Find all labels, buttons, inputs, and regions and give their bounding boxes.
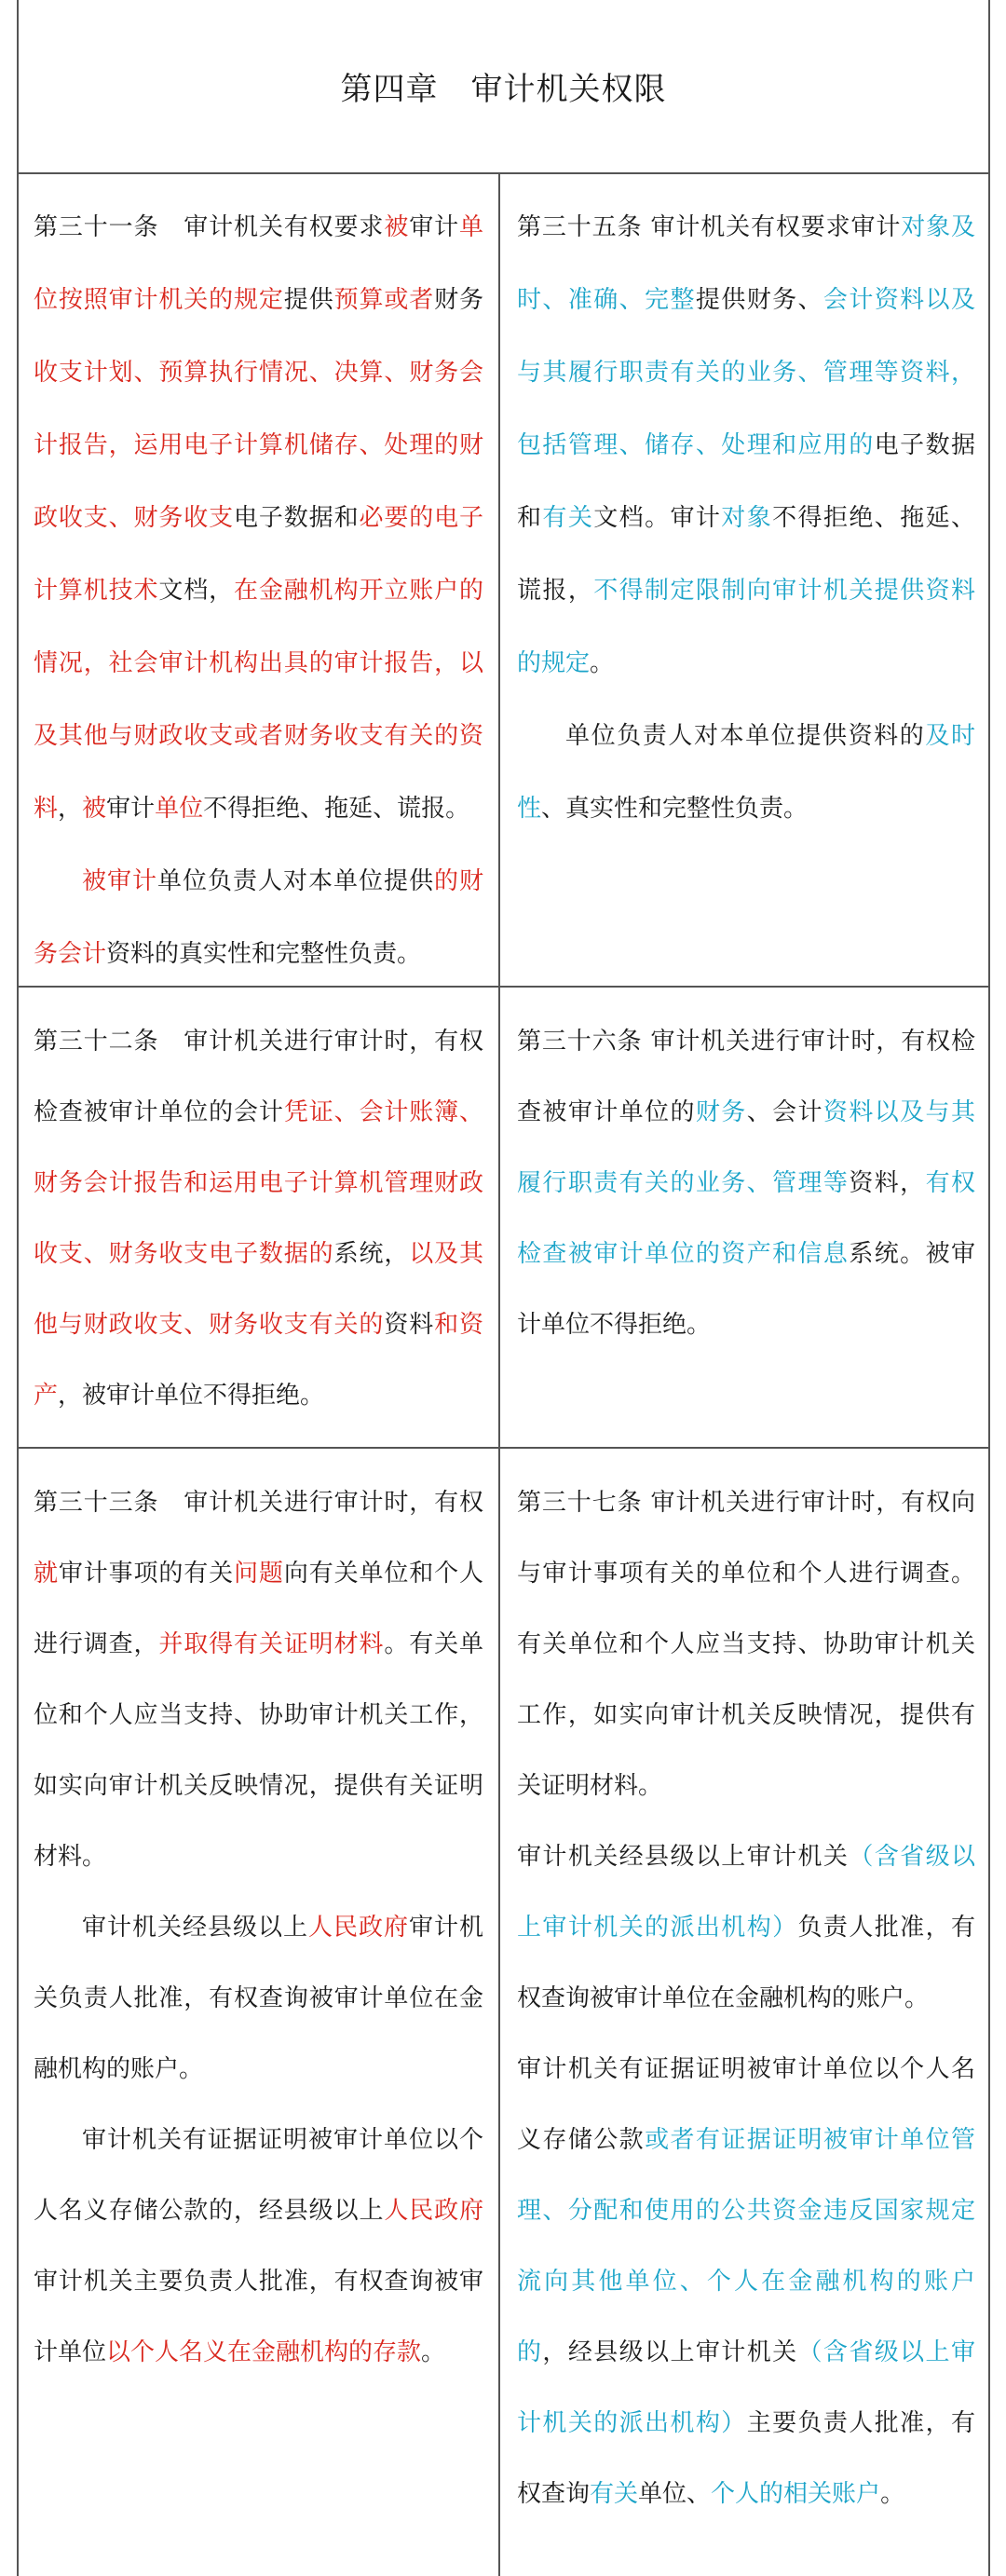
text-run: 系统。被审计单位不得拒绝。 — [517, 1240, 975, 1339]
highlight-blue: 会计资料以及与其履行职责有关的业务、管理等资料，包括管理、储存、处理和应用的 — [517, 286, 975, 459]
text-run: 第三十七条 审计机关进行审计时，有权向与审计事项有关的单位和个人进行调查。有关单位和个人应当支持、协助审计机关工作，如实向审计机关反映情况，提供有关证明材料。 — [517, 1489, 975, 1800]
row-articles-32-36 — [19, 988, 988, 1449]
text-run: 审计机关有证据证明被审计单位以个人名义存储公款 — [517, 2055, 975, 2154]
text-run: 。 — [421, 2338, 446, 2366]
highlight-blue: 及时性 — [517, 722, 975, 823]
text-run: ， — [58, 795, 83, 823]
highlight-blue: 或者有证据证明被审计单位管理、分配和使用的公共资金违反国家规定流向其他单位、个人在金融机构的账户的 — [517, 2126, 975, 2366]
highlight-red: 的财务会计 — [34, 867, 483, 968]
paragraph — [34, 191, 483, 845]
text-run: 负责人批准，有权查询被审计单位在金融机构的账户。 — [517, 1914, 975, 2012]
highlight-red: 被审计 — [82, 867, 157, 895]
highlight-red: 和资产 — [34, 1311, 483, 1410]
text-run: 电子数据和 — [517, 431, 975, 532]
highlight-red: 收支计划、预算执行情况、决算、财务会计报告，运用电子计算机储存、处理的财政收支、财务收支 — [34, 359, 483, 532]
highlight-red: 问题 — [234, 1560, 284, 1588]
text-run: 审计机关主要负责人批准，有权查询被审计单位 — [34, 2268, 483, 2366]
paragraph — [517, 1821, 975, 2034]
highlight-blue: （含省级以上审计机关的派出机构） — [517, 2338, 975, 2437]
text-run: 。 — [880, 2480, 905, 2508]
paragraph — [34, 1467, 483, 1892]
paragraph — [34, 1006, 483, 1431]
text-run: 第三十二条 审计机关进行审计时，有权检查被审计单位的会计 — [34, 1028, 483, 1126]
highlight-red: 预算或者 — [333, 286, 435, 314]
text-run: 单位负责人对本单位提供资料的 — [565, 722, 926, 750]
paragraph — [517, 2034, 975, 2529]
highlight-blue: （含省级以上审计机关的派出机构） — [517, 1843, 975, 1942]
article-37-new — [500, 1449, 988, 2576]
highlight-red: 单位按照审计机关的规定 — [34, 213, 483, 314]
highlight-blue: 有权检查被审计单位的资产和信息 — [517, 1169, 975, 1268]
text-run: 。 — [590, 649, 615, 677]
highlight-blue: 对象 — [721, 504, 773, 532]
text-run: 财务 — [434, 286, 483, 314]
highlight-blue: 有关 — [542, 504, 594, 532]
text-run: 提供财务、 — [695, 286, 823, 314]
paragraph — [34, 845, 483, 990]
text-run: 资料， — [849, 1169, 926, 1197]
highlight-red: 被 — [384, 213, 410, 241]
text-run: 单位负责人对本单位提供 — [157, 867, 434, 895]
document-page — [17, 0, 990, 2576]
highlight-red: 人民政府 — [307, 1914, 409, 1942]
text-run: 审计 — [409, 213, 459, 241]
text-run: 。有关单位和个人应当支持、协助审计机关工作，如实向审计机关反映情况，提供有关证明材料。 — [34, 1630, 483, 1871]
paragraph — [517, 1467, 975, 1821]
row-articles-31-35 — [19, 172, 988, 988]
paragraph — [34, 1892, 483, 2105]
row-articles-33-37 — [19, 1449, 988, 2576]
text-run: 不得拒绝、拖延、谎报。 — [203, 795, 470, 823]
highlight-blue: 对象及时、准确、完整 — [517, 213, 975, 314]
highlight-blue: 个人的相关账户 — [711, 2480, 881, 2508]
text-run: 提供 — [283, 286, 334, 314]
highlight-red: 以及其他与财政收支、财务收支有关的 — [34, 1240, 483, 1339]
highlight-blue: 有关 — [590, 2480, 639, 2508]
text-run: 文档。审计 — [593, 504, 722, 532]
article-36-new — [500, 988, 988, 1447]
highlight-red: 被 — [82, 795, 107, 823]
article-33-old — [19, 1449, 500, 2576]
paragraph — [517, 191, 975, 700]
highlight-red: 以个人名义在金融机构的存款 — [106, 2338, 422, 2366]
text-run: 审计 — [106, 795, 156, 823]
paragraph — [517, 700, 975, 845]
paragraph — [34, 2105, 483, 2388]
text-run: 资料的真实性和完整性负责。 — [106, 940, 422, 968]
text-run: 审计事项的有关 — [58, 1560, 235, 1588]
article-32-old — [19, 988, 500, 1447]
highlight-red: 人民政府 — [384, 2197, 483, 2225]
article-35-new — [500, 172, 988, 986]
text-run: 第三十六条 审计机关进行审计时，有权检查被审计单位的 — [517, 1028, 975, 1126]
text-run: 资料 — [384, 1311, 435, 1339]
text-run: 第三十三条 审计机关进行审计时，有权 — [34, 1489, 483, 1517]
text-run: 第三十五条 审计机关有权要求审计 — [517, 213, 902, 241]
article-31-old — [19, 172, 500, 986]
text-run: 审计机关负责人批准，有权查询被审计单位在金融机构的账户。 — [34, 1914, 483, 2083]
text-run: 第三十一条 审计机关有权要求 — [34, 213, 385, 241]
text-run: 单位、 — [638, 2480, 712, 2508]
highlight-blue: 资料以及与其履行职责有关的业务、管理等 — [517, 1098, 975, 1197]
chapter-title: 第四章 审计机关权限 — [340, 71, 667, 108]
highlight-blue: 财务 — [695, 1098, 747, 1126]
text-run: 审计机关经县级以上审计机关 — [517, 1843, 850, 1871]
text-run: 审计机关有证据证明被审计单位以个人名义存储公款的，经县级以上 — [34, 2126, 483, 2225]
text-run: ，经县级以上审计机关 — [542, 2338, 798, 2366]
chapter-header — [19, 0, 988, 174]
highlight-red: 就 — [34, 1560, 59, 1588]
highlight-red: 必要的电子计算机技术 — [34, 504, 483, 605]
text-run: 不得拒绝、拖延、谎报， — [517, 504, 975, 605]
text-run: 、会计 — [746, 1098, 823, 1126]
paragraph — [517, 1006, 975, 1360]
text-run: 文档， — [158, 577, 235, 605]
text-run: 向有关单位和个人进行调查， — [34, 1560, 483, 1658]
highlight-blue: 不得制定限制向审计机关提供资料的规定 — [517, 577, 975, 677]
highlight-red: 并取得有关证明材料 — [158, 1630, 385, 1658]
text-run: 、真实性和完整性负责。 — [541, 795, 809, 823]
text-run: ，被审计单位不得拒绝。 — [58, 1382, 325, 1410]
text-run: 审计机关经县级以上 — [82, 1914, 308, 1942]
text-run: 系统， — [333, 1240, 410, 1268]
highlight-red: 在金融机构开立账户的情况，社会审计机构出具的审计报告，以及其他与财政收支或者财务收支有关的资料 — [34, 577, 483, 823]
highlight-red: 单位 — [155, 795, 204, 823]
text-run: 电子数据和 — [234, 504, 360, 532]
highlight-red: 凭证、会计账簿、财务会计报告和运用电子计算机管理财政收支、财务收支电子数据的 — [34, 1098, 483, 1268]
text-run: 主要负责人批准，有权查询 — [517, 2409, 975, 2508]
